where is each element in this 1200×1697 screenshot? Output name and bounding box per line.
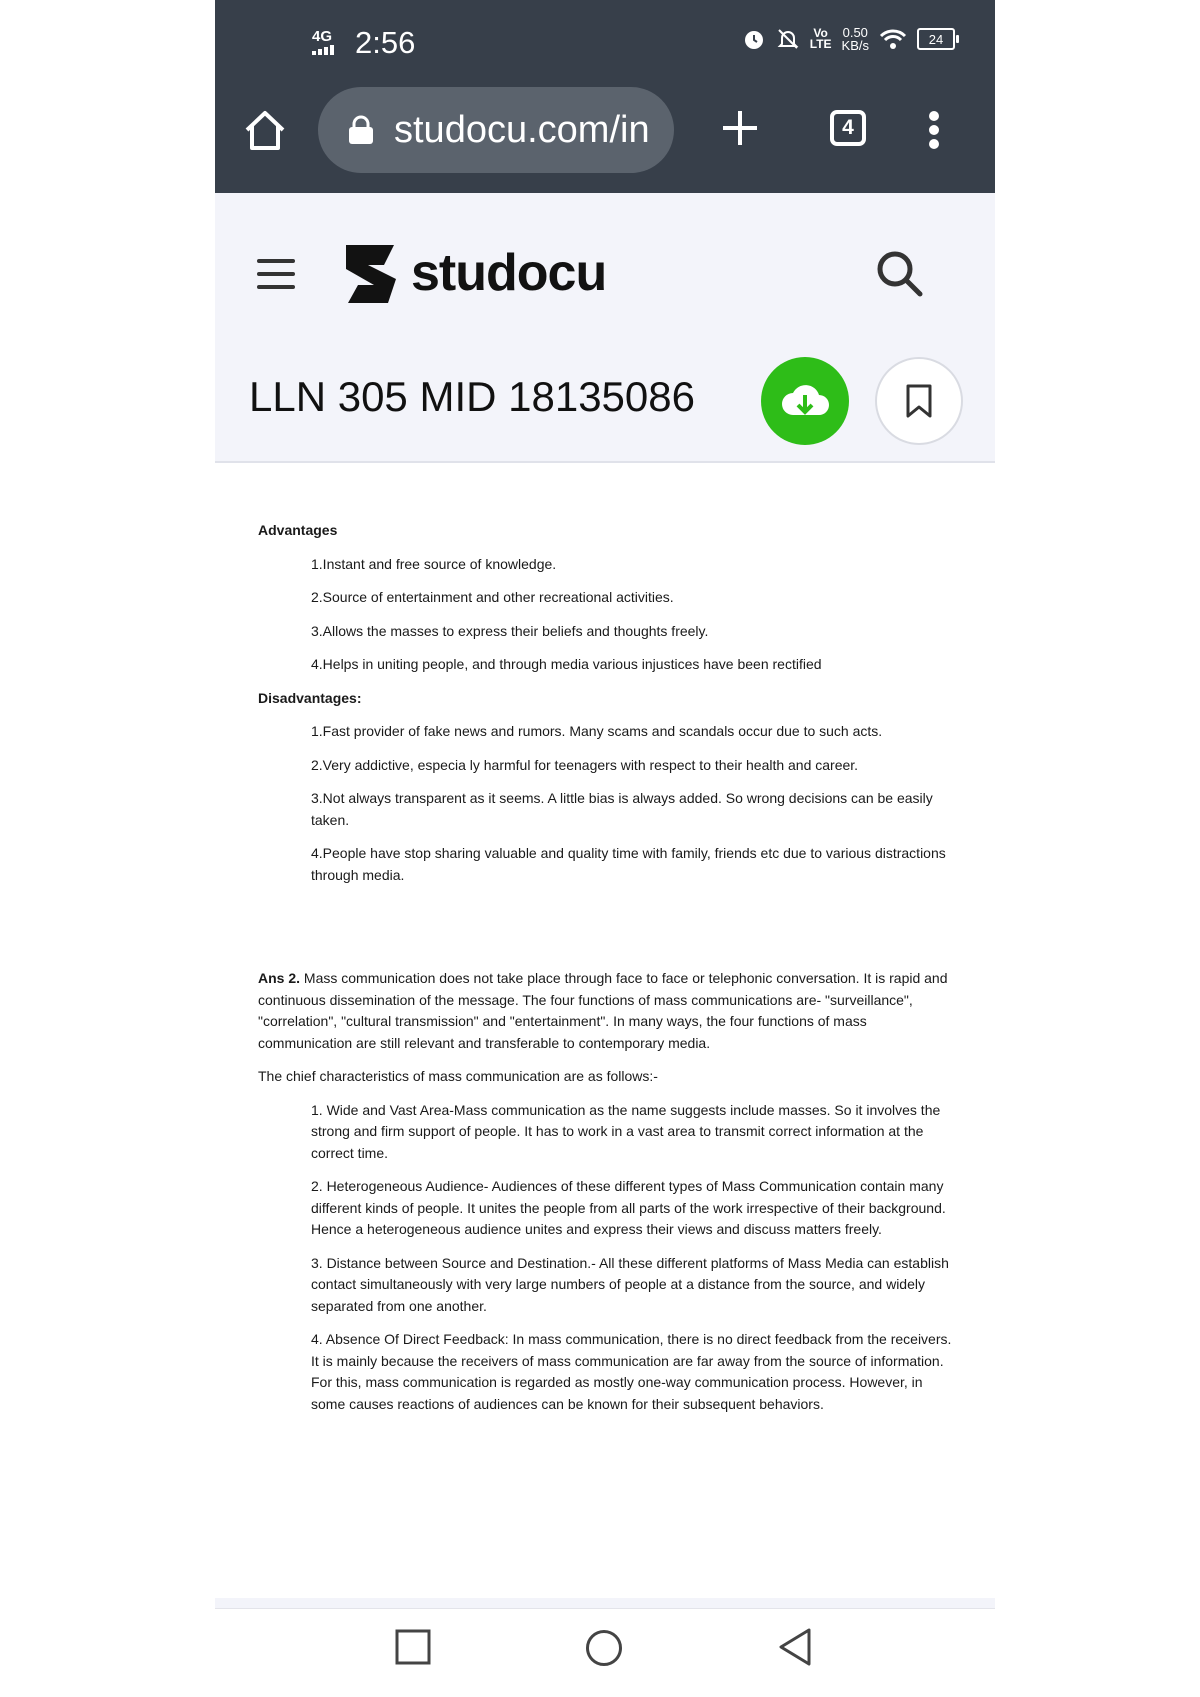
alarm-icon (742, 27, 766, 51)
circle-icon[interactable] (585, 1629, 623, 1667)
brand-name[interactable]: studocu (411, 244, 607, 302)
signal-icon (312, 45, 336, 55)
bookmark-button[interactable] (875, 357, 963, 445)
status-time: 2:56 (355, 25, 416, 60)
advantages-heading: Advantages (258, 522, 338, 538)
spacer (258, 898, 958, 968)
characteristics-intro: The chief characteristics of mass communication are as follows:- (258, 1068, 658, 1084)
characteristic-item: 4. Absence Of Direct Feedback: In mass communication, there is no direct feedback from the receivers. It is mainly because the receivers of mass communication are far away from the source of information. For this, mass communication is regarded as mostly one-way communication process. However, in some causes reactions of audiences can be known for their subsequent behaviors. (311, 1331, 952, 1412)
download-button[interactable] (761, 357, 849, 445)
browser-chrome (215, 0, 995, 193)
data-speed-value: 0.50 (842, 25, 868, 40)
disadvantages-heading: Disadvantages: (258, 689, 362, 706)
wifi-icon (879, 28, 907, 50)
answer-2-label: Ans 2. (258, 970, 301, 986)
characteristic-item: 2. Heterogeneous Audience- Audiences of these different types of Mass Communication contain many different kinds of people. It unites the people from all parts of the work irrespective of their background. Hence a heterogeneous audience unites and express their views and discuss matters freely. (311, 1178, 946, 1237)
advantage-item: 3.Allows the masses to express their beliefs and thoughts freely. (311, 622, 709, 639)
answer-2-text: Mass communication does not take place through face to face or telephonic conversation. It is rapid and continuous dissemination of the message. The four functions of mass communications are- "surveillance", "correlation", "cultural transmission" and "entertainment". In many ways, the four functions of mass communication are still relevant and transferable to contemporary media. (258, 970, 948, 1051)
characteristic-item: 3. Distance between Source and Destination.- All these different platforms of Mass Media can establish contact simultaneously with very large numbers of people at a distance from the source, and widely separated from one another. (311, 1254, 949, 1314)
url-text: studocu.com/in (394, 108, 650, 151)
lte-label: LTE (809, 37, 832, 51)
site-header (215, 193, 995, 463)
content-divider (215, 1598, 995, 1609)
cloud-download-icon (779, 381, 831, 421)
search-icon[interactable] (875, 249, 925, 299)
volte-indicator (810, 28, 832, 50)
document-page (258, 520, 958, 1427)
hamburger-icon[interactable] (257, 257, 295, 291)
status-icons (742, 26, 955, 52)
studocu-logo-icon[interactable] (338, 241, 404, 307)
kebab-menu-icon[interactable] (928, 110, 940, 150)
advantage-item: 4.Helps in uniting people, and through media various injustices have been rectified (311, 656, 822, 672)
lock-icon (348, 115, 374, 145)
answer-2-paragraph (258, 968, 958, 1054)
home-icon[interactable] (243, 108, 287, 152)
disadvantage-item: 2.Very addictive, especia ly harmful for teenagers with respect to their health and career. (311, 756, 859, 773)
network-indicator (312, 30, 336, 58)
characteristic-item: 1. Wide and Vast Area-Mass communication as the name suggests include masses. So it involves the strong and firm support of people. It has to work in a vast area to transmit correct information at the correct time. (311, 1101, 941, 1161)
disadvantage-item: 4.People have stop sharing valuable and quality time with family, friends etc due to various distractions through media. (311, 845, 946, 883)
data-speed-unit: KB/s (841, 38, 869, 53)
advantage-item: 2.Source of entertainment and other recreational activities. (311, 589, 674, 605)
disadvantage-item: 3.Not always transparent as it seems. A little bias is always added. So wrong decisions can be easily taken. (311, 790, 933, 828)
data-speed (842, 26, 869, 52)
mute-icon (776, 27, 800, 51)
tab-switcher-button[interactable]: 4 (830, 110, 866, 146)
document-title: LLN 305 MID 18135086 (249, 373, 695, 420)
plus-icon[interactable] (720, 108, 760, 148)
advantage-item: 1.Instant and free source of knowledge. (311, 555, 557, 572)
back-triangle-icon[interactable] (775, 1627, 815, 1667)
phone-screen (215, 0, 995, 1697)
square-icon[interactable] (395, 1629, 431, 1665)
network-label: 4G (312, 28, 333, 45)
battery-indicator: 24 (917, 28, 955, 50)
url-bar[interactable] (318, 87, 674, 173)
disadvantage-item: 1.Fast provider of fake news and rumors. Many scams and scandals occur due to such acts. (311, 723, 883, 739)
bookmark-icon (905, 383, 933, 419)
volte-label: Vo (813, 26, 828, 40)
